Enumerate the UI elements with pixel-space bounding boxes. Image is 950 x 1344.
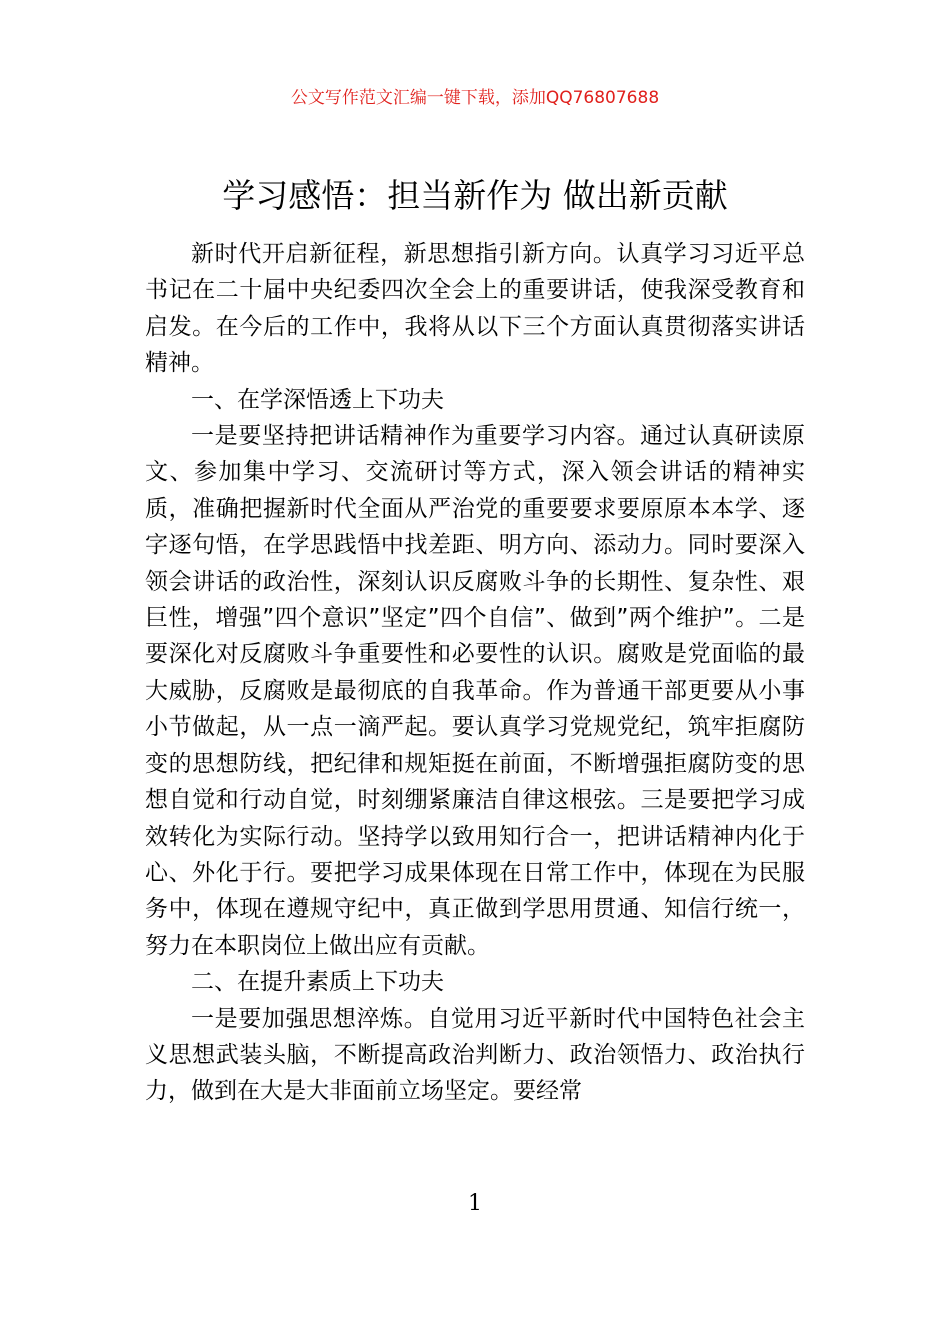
document-title: 学习感悟：担当新作为 做出新贡献 bbox=[222, 176, 728, 215]
header-note: 公文写作范文汇编一键下载，添加QQ76807688 bbox=[290, 88, 660, 108]
section-heading-1: 一、在学深悟透上下功夫 bbox=[191, 386, 444, 413]
document-body bbox=[145, 236, 805, 1110]
section-heading-2: 二、在提升素质上下功夫 bbox=[191, 969, 444, 996]
intro-paragraph: 新时代开启新征程，新思想指引新方向。认真学习习近平总书记在二十届中央纪委四次全会上的重要讲话，使我深受教育和启发。在今后的工作中，我将从以下三个方面认真贯彻落实讲话精神。 bbox=[145, 241, 805, 377]
body-paragraph: 一是要坚持把讲话精神作为重要学习内容。通过认真研读原文、参加集中学习、交流研讨等方式，深入领会讲话的精神实质，准确把握新时代全面从严治党的重要要求要原原本本学、逐字逐句悟，在学思践悟中找差距、明方向、添动力。同时要深入领会讲话的政治性，深刻认识反腐败斗争的长期性、复杂性、艰巨性，增强”四个意识”坚定”四个自信”、做到”两个维护”。二是要深化对反腐败斗争重要性和必要性的认识。腐败是党面临的最大威胁，反腐败是最彻底的自我革命。作为普通干部更要从小事小节做起，从一点一滴严起。要认真学习党规党纪，筑牢拒腐防变的思想防线，把纪律和规矩挺在前面，不断增强拒腐防变的思想自觉和行动自觉，时刻绷紧廉洁自律这根弦。三是要把学习成效转化为实际行动。坚持学以致用知行合一，把讲话精神内化于心、外化于行。要把学习成果体现在日常工作中，体现在为民服务中，体现在遵规守纪中，真正做到学思用贯通、知信行统一，努力在本职岗位上做出应有贡献。 bbox=[145, 423, 805, 959]
body-paragraph: 一是要加强思想淬炼。自觉用习近平新时代中国特色社会主义思想武装头脑，不断提高政治判断力、政治领悟力、政治执行力，做到在大是大非面前立场坚定。要经常 bbox=[145, 1005, 805, 1105]
page-number: 1 bbox=[468, 1191, 482, 1216]
